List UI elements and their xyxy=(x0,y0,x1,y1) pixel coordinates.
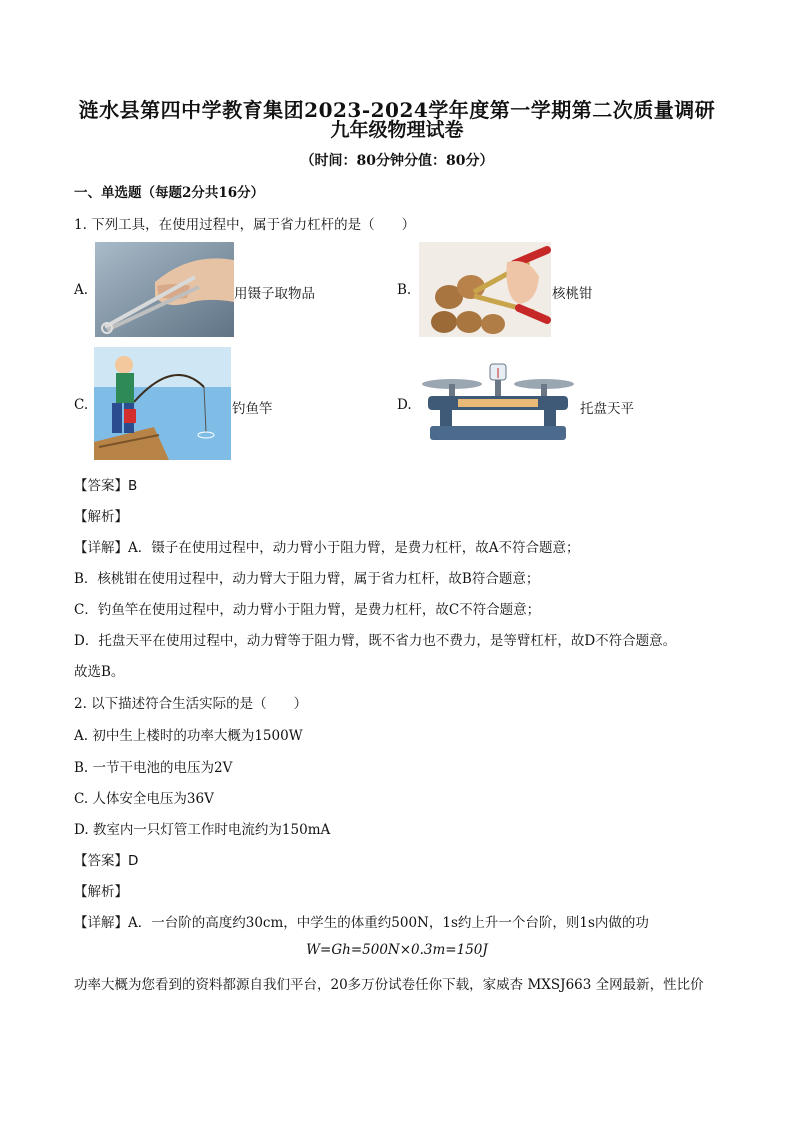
question-2-stem: 2. 以下描述符合生活实际的是（ ） xyxy=(74,696,308,712)
q2-formula: W=Gh=500N×0.3m=150J xyxy=(306,942,488,958)
q1-option-b-label: 核桃钳 xyxy=(552,286,593,302)
q1-answer: 【答案】B xyxy=(74,478,138,494)
q2-option: A. 初中生上楼时的功率大概为1500W xyxy=(74,728,303,744)
q1-option-c-label: 钓鱼竿 xyxy=(232,401,273,417)
q2-answer: 【答案】D xyxy=(74,853,139,869)
q1-detail-line: 故选B。 xyxy=(74,664,125,680)
q1-detail-line: C．钓鱼竿在使用过程中，动力臂小于阻力臂，是费力杠杆，故C不符合题意； xyxy=(74,602,541,618)
q1-option-c-letter: C. xyxy=(74,397,89,413)
q1-analysis-label: 【解析】 xyxy=(74,509,128,525)
section-heading: 一、单选题（每题2分共16分） xyxy=(74,185,265,201)
q2-analysis-label: 【解析】 xyxy=(74,884,128,900)
question-1-stem: 1. 下列工具，在使用过程中，属于省力杠杆的是（ ） xyxy=(74,217,416,233)
q2-detail-line: 【详解】A．一台阶的高度约30cm，中学生的体重约500N，1s约上升一个台阶，则1s内做的功 xyxy=(74,915,649,931)
q1-option-a-label: 用镊子取物品 xyxy=(234,286,315,302)
balance-scale-image xyxy=(418,362,578,444)
footer-watermark-text: 功率大概为您看到的资料都源自我们平台，20多万份试卷任你下载，家威杏 MXSJ663 全网最新，性比价 xyxy=(74,977,704,993)
q1-option-b-letter: B. xyxy=(397,282,412,298)
q2-option: B. 一节干电池的电压为2V xyxy=(74,760,233,776)
nutcracker-image xyxy=(419,242,551,337)
q2-option: D. 教室内一只灯管工作时电流约为150mA xyxy=(74,822,331,838)
q1-option-a-letter: A. xyxy=(74,282,89,298)
fishing-rod-image xyxy=(94,347,231,460)
tweezers-image xyxy=(95,242,234,337)
q1-detail-line: B．核桃钳在使用过程中，动力臂大于阻力臂，属于省力杠杆，故B符合题意； xyxy=(74,571,540,587)
q2-option: C. 人体安全电压为36V xyxy=(74,791,214,807)
q1-detail-line: 【详解】A．镊子在使用过程中，动力臂小于阻力臂，是费力杠杆，故A不符合题意； xyxy=(74,540,580,556)
exam-subtitle: 九年级物理试卷 xyxy=(330,119,464,141)
exam-time-score: （时间：80分钟分值：80分） xyxy=(300,153,494,169)
q1-detail-line: D．托盘天平在使用过程中，动力臂等于阻力臂，既不省力也不费力，是等臂杠杆，故D不符合题意。 xyxy=(74,633,677,649)
q1-option-d-letter: D. xyxy=(397,397,412,413)
exam-title: 涟水县第四中学教育集团2023-2024学年度第一学期第二次质量调研 xyxy=(78,98,716,122)
q1-option-d-label: 托盘天平 xyxy=(580,401,634,417)
